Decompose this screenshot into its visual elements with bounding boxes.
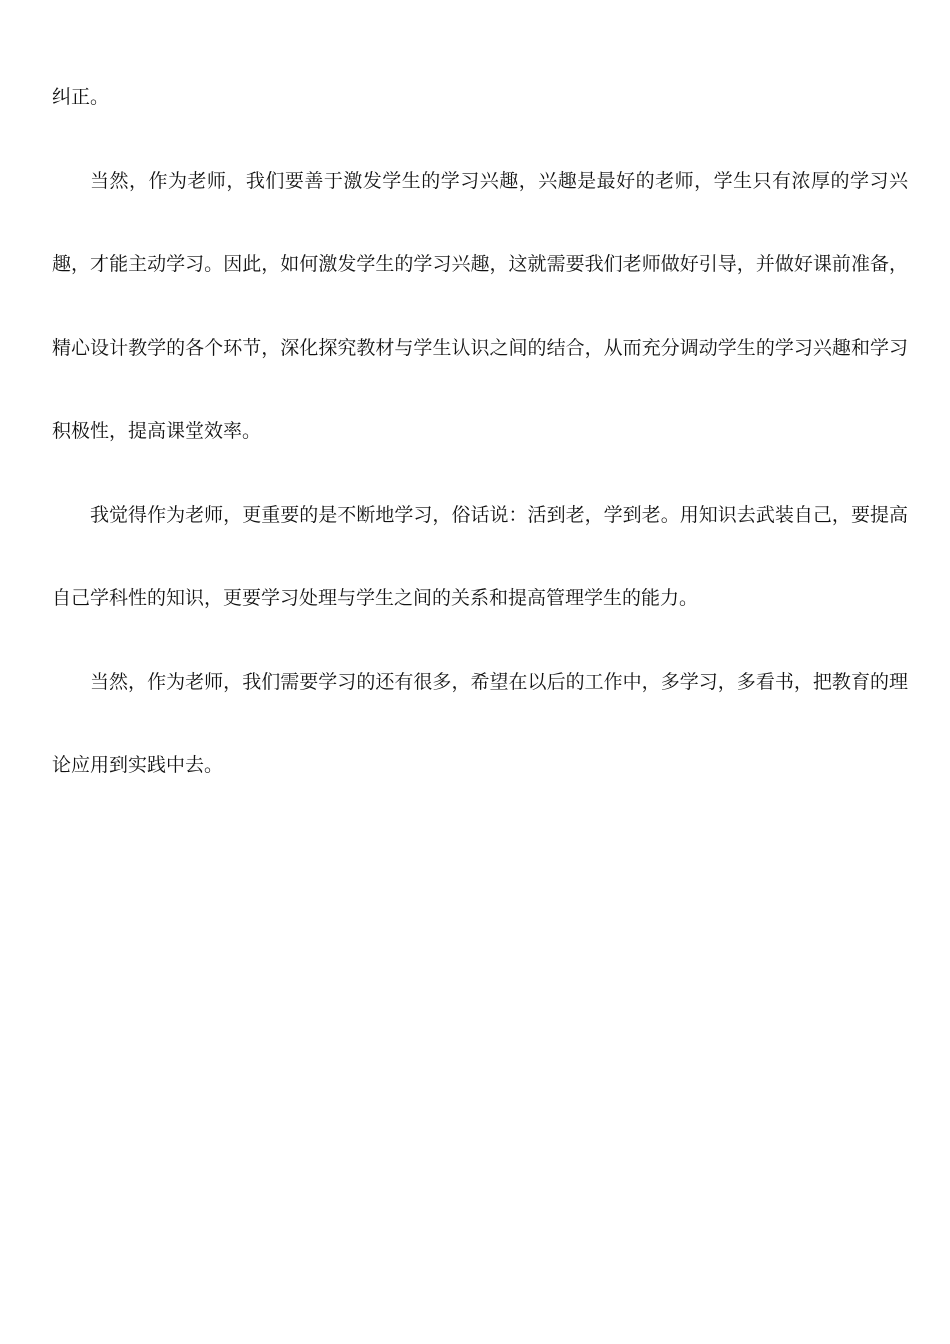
paragraph-conclusion: 当然，作为老师，我们需要学习的还有很多，希望在以后的工作中，多学习，多看书，把教育的理论应用到实践中去。 (52, 670, 908, 776)
document-body (52, 56, 908, 808)
paragraph-continuation: 纠正。 (52, 86, 110, 108)
paragraph-continuous-learning: 我觉得作为老师，更重要的是不断地学习，俗话说：活到老，学到老。用知识去武装自己，要提高自己学科性的知识，更要学习处理与学生之间的关系和提高管理学生的能力。 (52, 503, 908, 609)
paragraph-learning-interest: 当然，作为老师，我们要善于激发学生的学习兴趣，兴趣是最好的老师，学生只有浓厚的学习兴趣，才能主动学习。因此，如何激发学生的学习兴趣，这就需要我们老师做好引导，并做好课前准备，精心设计教学的各个环节，深化探究教材与学生认识之间的结合，从而充分调动学生的学习兴趣和学习积极性，提高课堂效率。 (52, 169, 908, 442)
